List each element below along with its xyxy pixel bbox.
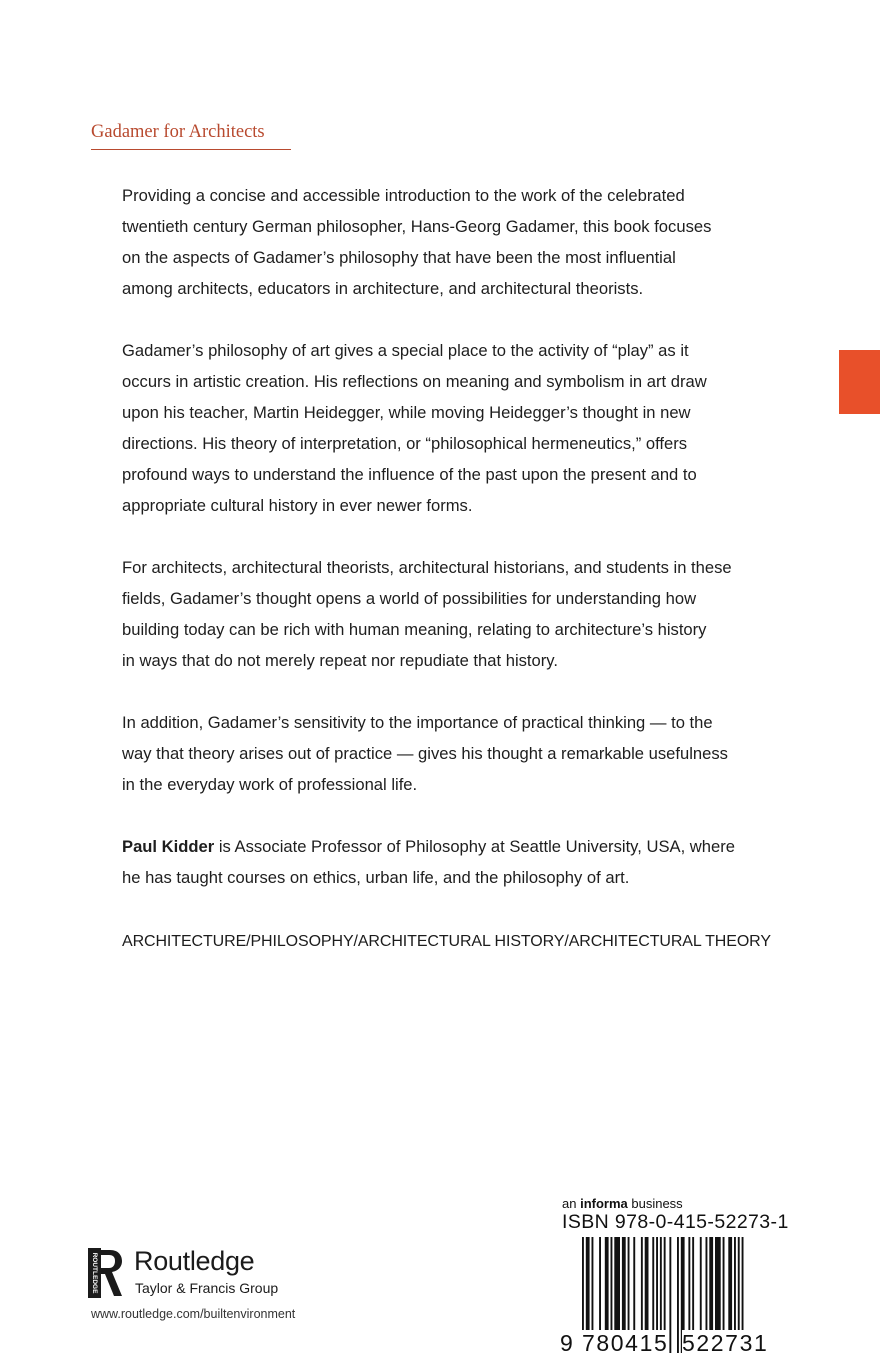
blurb-line: In addition, Gadamer’s sensitivity to the importance of practical thinking — to the (122, 713, 713, 732)
blurb-line: appropriate cultural history in ever newer forms. (122, 496, 473, 515)
series-title: Gadamer for Architects (91, 122, 265, 142)
blurb-line: on the aspects of Gadamer’s philosophy that have been the most influential (122, 248, 676, 267)
routledge-logo-icon (88, 1248, 124, 1298)
blurb-line: way that theory arises out of practice — gives his thought a remarkable usefulness (122, 744, 728, 763)
blurb-line: twentieth century German philosopher, Hans-Georg Gadamer, this book focuses (122, 217, 712, 236)
blurb-paragraph-3 (122, 552, 812, 676)
blurb-line: in ways that do not merely repeat nor repudiate that history. (122, 651, 558, 670)
informa-brand: informa (580, 1196, 628, 1211)
color-side-tab (839, 350, 880, 414)
barcode-digit-group-1: 780415 (582, 1330, 669, 1356)
routledge-logo-text: ROUTLEDGE (90, 1252, 98, 1294)
publisher-name: Routledge (134, 1246, 255, 1276)
barcode-first-digit: 9 (560, 1330, 573, 1356)
subject-categories: ARCHITECTURE/PHILOSOPHY/ARCHITECTURAL HISTORY/ARCHITECTURAL THEORY (122, 933, 771, 950)
author-bio (122, 831, 812, 893)
blurb-line: For architects, architectural theorists, architectural historians, and students in these (122, 558, 732, 577)
author-bio-line: he has taught courses on ethics, urban life, and the philosophy of art. (122, 868, 630, 887)
barcode-digit-group-2: 522731 (682, 1330, 769, 1356)
blurb-line: upon his teacher, Martin Heidegger, while moving Heidegger’s thought in new (122, 403, 691, 422)
series-title-underline (91, 149, 291, 150)
blurb-line: building today can be rich with human meaning, relating to architecture’s history (122, 620, 707, 639)
publisher-url[interactable]: www.routledge.com/builtenvironment (91, 1307, 296, 1321)
informa-business-tag (562, 1196, 683, 1211)
blurb-line: directions. His theory of interpretation, or “philosophical hermeneutics,” offers (122, 434, 688, 453)
barcode-digits (560, 1330, 782, 1358)
blurb-paragraph-4 (122, 707, 812, 800)
author-bio-text: is Associate Professor of Philosophy at Seattle University, USA, where (214, 837, 736, 856)
informa-prefix: an (562, 1196, 581, 1211)
informa-suffix: business (627, 1196, 683, 1211)
blurb-line: occurs in artistic creation. His reflections on meaning and symbolism in art draw (122, 372, 707, 391)
blurb-paragraph-2 (122, 335, 812, 521)
blurb-line: Gadamer’s philosophy of art gives a special place to the activity of “play” as it (122, 341, 689, 360)
blurb-line: Providing a concise and accessible introduction to the work of the celebrated (122, 186, 685, 205)
blurb-line: in the everyday work of professional life. (122, 775, 418, 794)
author-name: Paul Kidder (122, 837, 215, 856)
blurb-line: among architects, educators in architecture, and architectural theorists. (122, 279, 644, 298)
blurb-line: fields, Gadamer’s thought opens a world of possibilities for understanding how (122, 589, 697, 608)
publisher-group: Taylor & Francis Group (135, 1280, 279, 1296)
isbn-number: ISBN 978-0-415-52273-1 (562, 1211, 789, 1233)
blurb-paragraph-1 (122, 180, 812, 304)
blurb-line: profound ways to understand the influence of the past upon the present and to (122, 465, 697, 484)
author-bio-line (122, 831, 812, 862)
